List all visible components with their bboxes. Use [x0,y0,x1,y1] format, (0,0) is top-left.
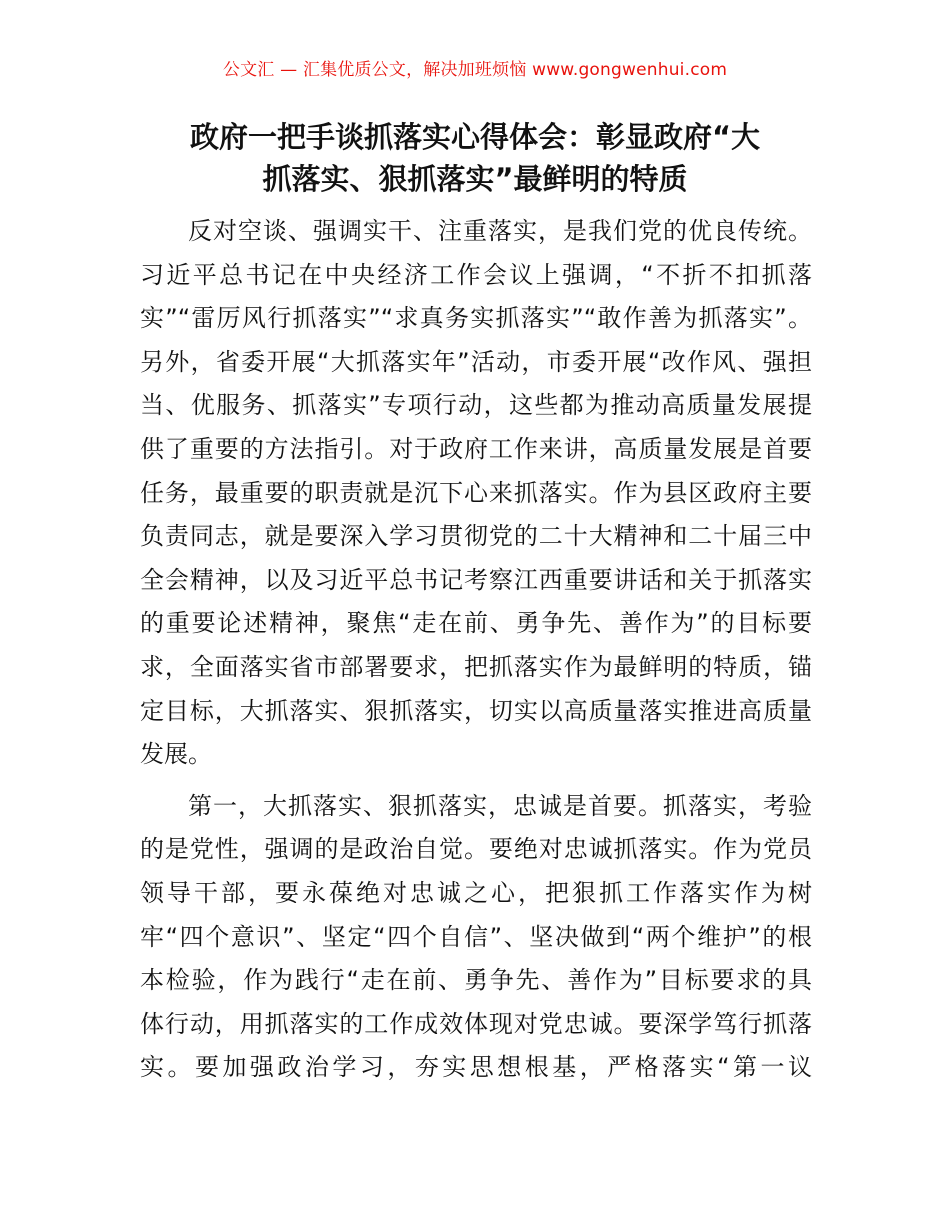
body-line: 牢“四个意识”、坚定“四个自信”、坚决做到“两个维护”的根 [140,922,812,951]
body-line: 当、优服务、抓落实”专项行动，这些都为推动高质量发展提 [140,391,812,420]
body-line: 供了重要的方法指引。对于政府工作来讲，高质量发展是首要 [140,434,812,463]
body-line: 的重要论述精神，聚焦“走在前、勇争先、善作为”的目标要 [140,609,812,638]
paragraph-first-point [140,785,812,1090]
body-line: 体行动，用抓落实的工作成效体现对党忠诚。要深学笃行抓落 [140,1009,812,1038]
body-line: 负责同志，就是要深入学习贯彻党的二十大精神和二十届三中 [140,522,812,551]
document-title [120,116,830,200]
document-body [140,210,812,1098]
body-line: 实。要加强政治学习，夯实思想根基，严格落实“第一议 [140,1053,812,1082]
body-line: 领导干部，要永葆绝对忠诚之心，把狠抓工作落实作为树 [140,878,812,907]
paragraph-intro [140,210,812,777]
body-line: 全会精神，以及习近平总书记考察江西重要讲话和关于抓落实 [140,565,812,594]
body-line: 的是党性，强调的是政治自觉。要绝对忠诚抓落实。作为党员 [140,835,812,864]
title-line: 抓落实、狠抓落实”最鲜明的特质 [262,162,688,196]
body-line: 本检验，作为践行“走在前、勇争先、善作为”目标要求的具 [140,966,812,995]
body-line: 习近平总书记在中央经济工作会议上强调，“不折不扣抓落 [140,260,812,289]
body-line: 任务，最重要的职责就是沉下心来抓落实。作为县区政府主要 [140,478,812,507]
body-line: 另外，省委开展“大抓落实年”活动，市委开展“改作风、强担 [140,347,812,376]
body-line: 求，全面落实省市部署要求，把抓落实作为最鲜明的特质，锚 [140,652,812,681]
title-line: 政府一把手谈抓落实心得体会：彰显政府“大 [189,120,761,154]
site-banner: 公文汇 — 汇集优质公文，解决加班烦恼 www.gongwenhui.com [222,60,728,80]
body-line: 反对空谈、强调实干、注重落实，是我们党的优良传统。 [188,217,812,245]
body-line: 定目标，大抓落实、狠抓落实，切实以高质量落实推进高质量 [140,696,812,725]
body-line: 发展。 [140,740,212,769]
body-line: 实”“雷厉风行抓落实”“求真务实抓落实”“敢作善为抓落实”。 [140,304,812,333]
body-line: 第一，大抓落实、狠抓落实，忠诚是首要。抓落实，考验 [188,791,812,820]
